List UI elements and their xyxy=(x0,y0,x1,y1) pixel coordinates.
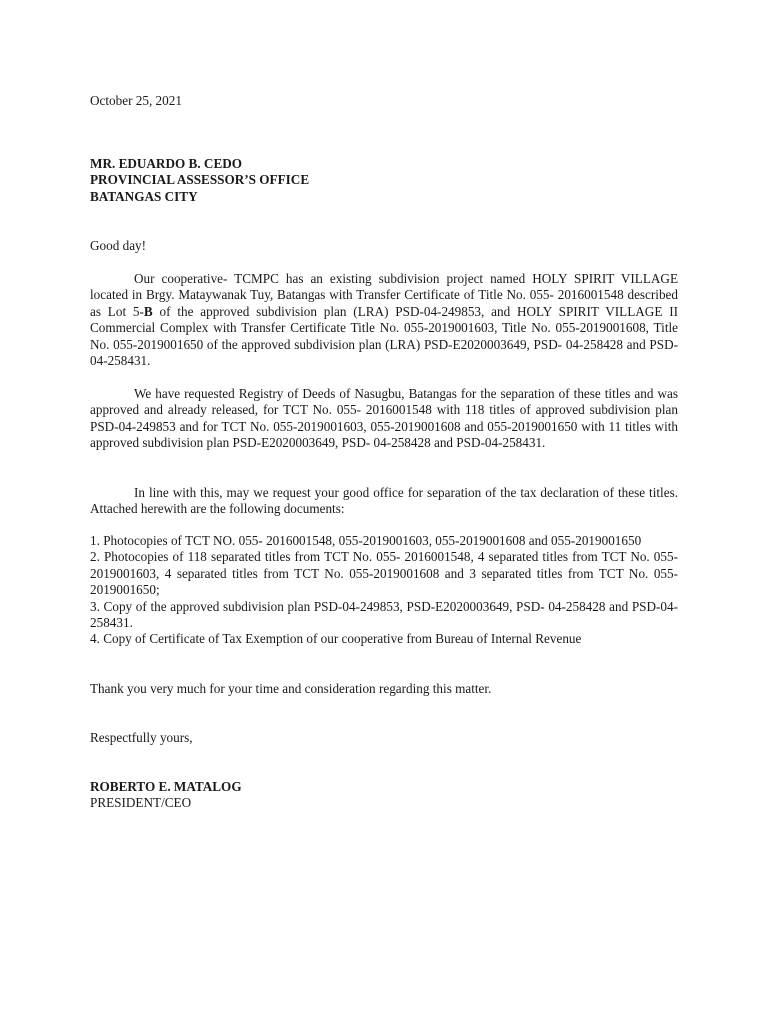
list-item: 2. Photocopies of 118 separated titles from TCT No. 055- 2016001548, 4 separated titles from TCT No. 055-2019001603, 4 separated titles from TCT No. 055-2019001608 and 3 separated titles from TCT No. 055-2019001650; xyxy=(90,549,678,598)
paragraph-1-bold-text: B xyxy=(143,303,153,319)
paragraph-1-text-start: Our cooperative- TCMPC has an existing subdivision project named HOLY SPIRIT VILLAGE located in Brgy. Mataywanak Tuy, Batangas with Transfer Certificate of Title No. 055- 2016001548 described as Lot 5- xyxy=(90,271,678,319)
signature-block xyxy=(90,779,678,812)
signatory-title: PRESIDENT/CEO xyxy=(90,795,192,811)
letter-date: October 25, 2021 xyxy=(90,93,182,108)
paragraph-1-text-end: of the approved subdivision plan (LRA) PSD-04-249853, and HOLY SPIRIT VILLAGE II Commercial Complex with Transfer Certificate Title No. 055-2019001603, Title No. 055-2019001608, Title No. 055-2019001650 of the approved subdivision plan (LRA) PSD-E2020003649, PSD- 04-258428 and PSD-04-258431. xyxy=(90,303,678,369)
recipient-block xyxy=(90,156,678,205)
recipient-city: BATANGAS CITY xyxy=(90,188,198,204)
list-item: 3. Copy of the approved subdivision plan PSD-04-249853, PSD-E2020003649, PSD- 04-258428 and PSD-04-258431. xyxy=(90,598,678,631)
thank-you-line: Thank you very much for your time and consideration regarding this matter. xyxy=(90,681,492,696)
signatory-name: ROBERTO E. MATALOG xyxy=(90,779,242,794)
recipient-name: MR. EDUARDO B. CEDO xyxy=(90,156,243,171)
closing-line: Respectfully yours, xyxy=(90,730,193,745)
attached-documents-list xyxy=(90,533,678,648)
greeting: Good day! xyxy=(90,238,147,253)
body-paragraph-2: We have requested Registry of Deeds of Nasugbu, Batangas for the separation of these titles and was approved and already released, for TCT No. 055- 2016001548 with 118 titles of approved subdivision plan PSD-04-249853 and for TCT No. 055-2019001603, 055-2019001608 and 055-2019001650 with 11 titles with approved subdivision plan PSD-E2020003649, PSD- 04-258428 and PSD-04-258431. xyxy=(90,386,678,451)
recipient-office: PROVINCIAL ASSESSOR’S OFFICE xyxy=(90,172,310,188)
list-item: 1. Photocopies of TCT NO. 055- 2016001548, 055-2019001603, 055-2019001608 and 055-2019001650 xyxy=(90,533,642,548)
list-item: 4. Copy of Certificate of Tax Exemption of our cooperative from Bureau of Internal Revenue xyxy=(90,631,582,647)
body-paragraph-3: In line with this, may we request your good office for separation of the tax declaration of these titles. Attached herewith are the following documents: xyxy=(90,485,678,517)
body-paragraph-1 xyxy=(90,271,678,369)
